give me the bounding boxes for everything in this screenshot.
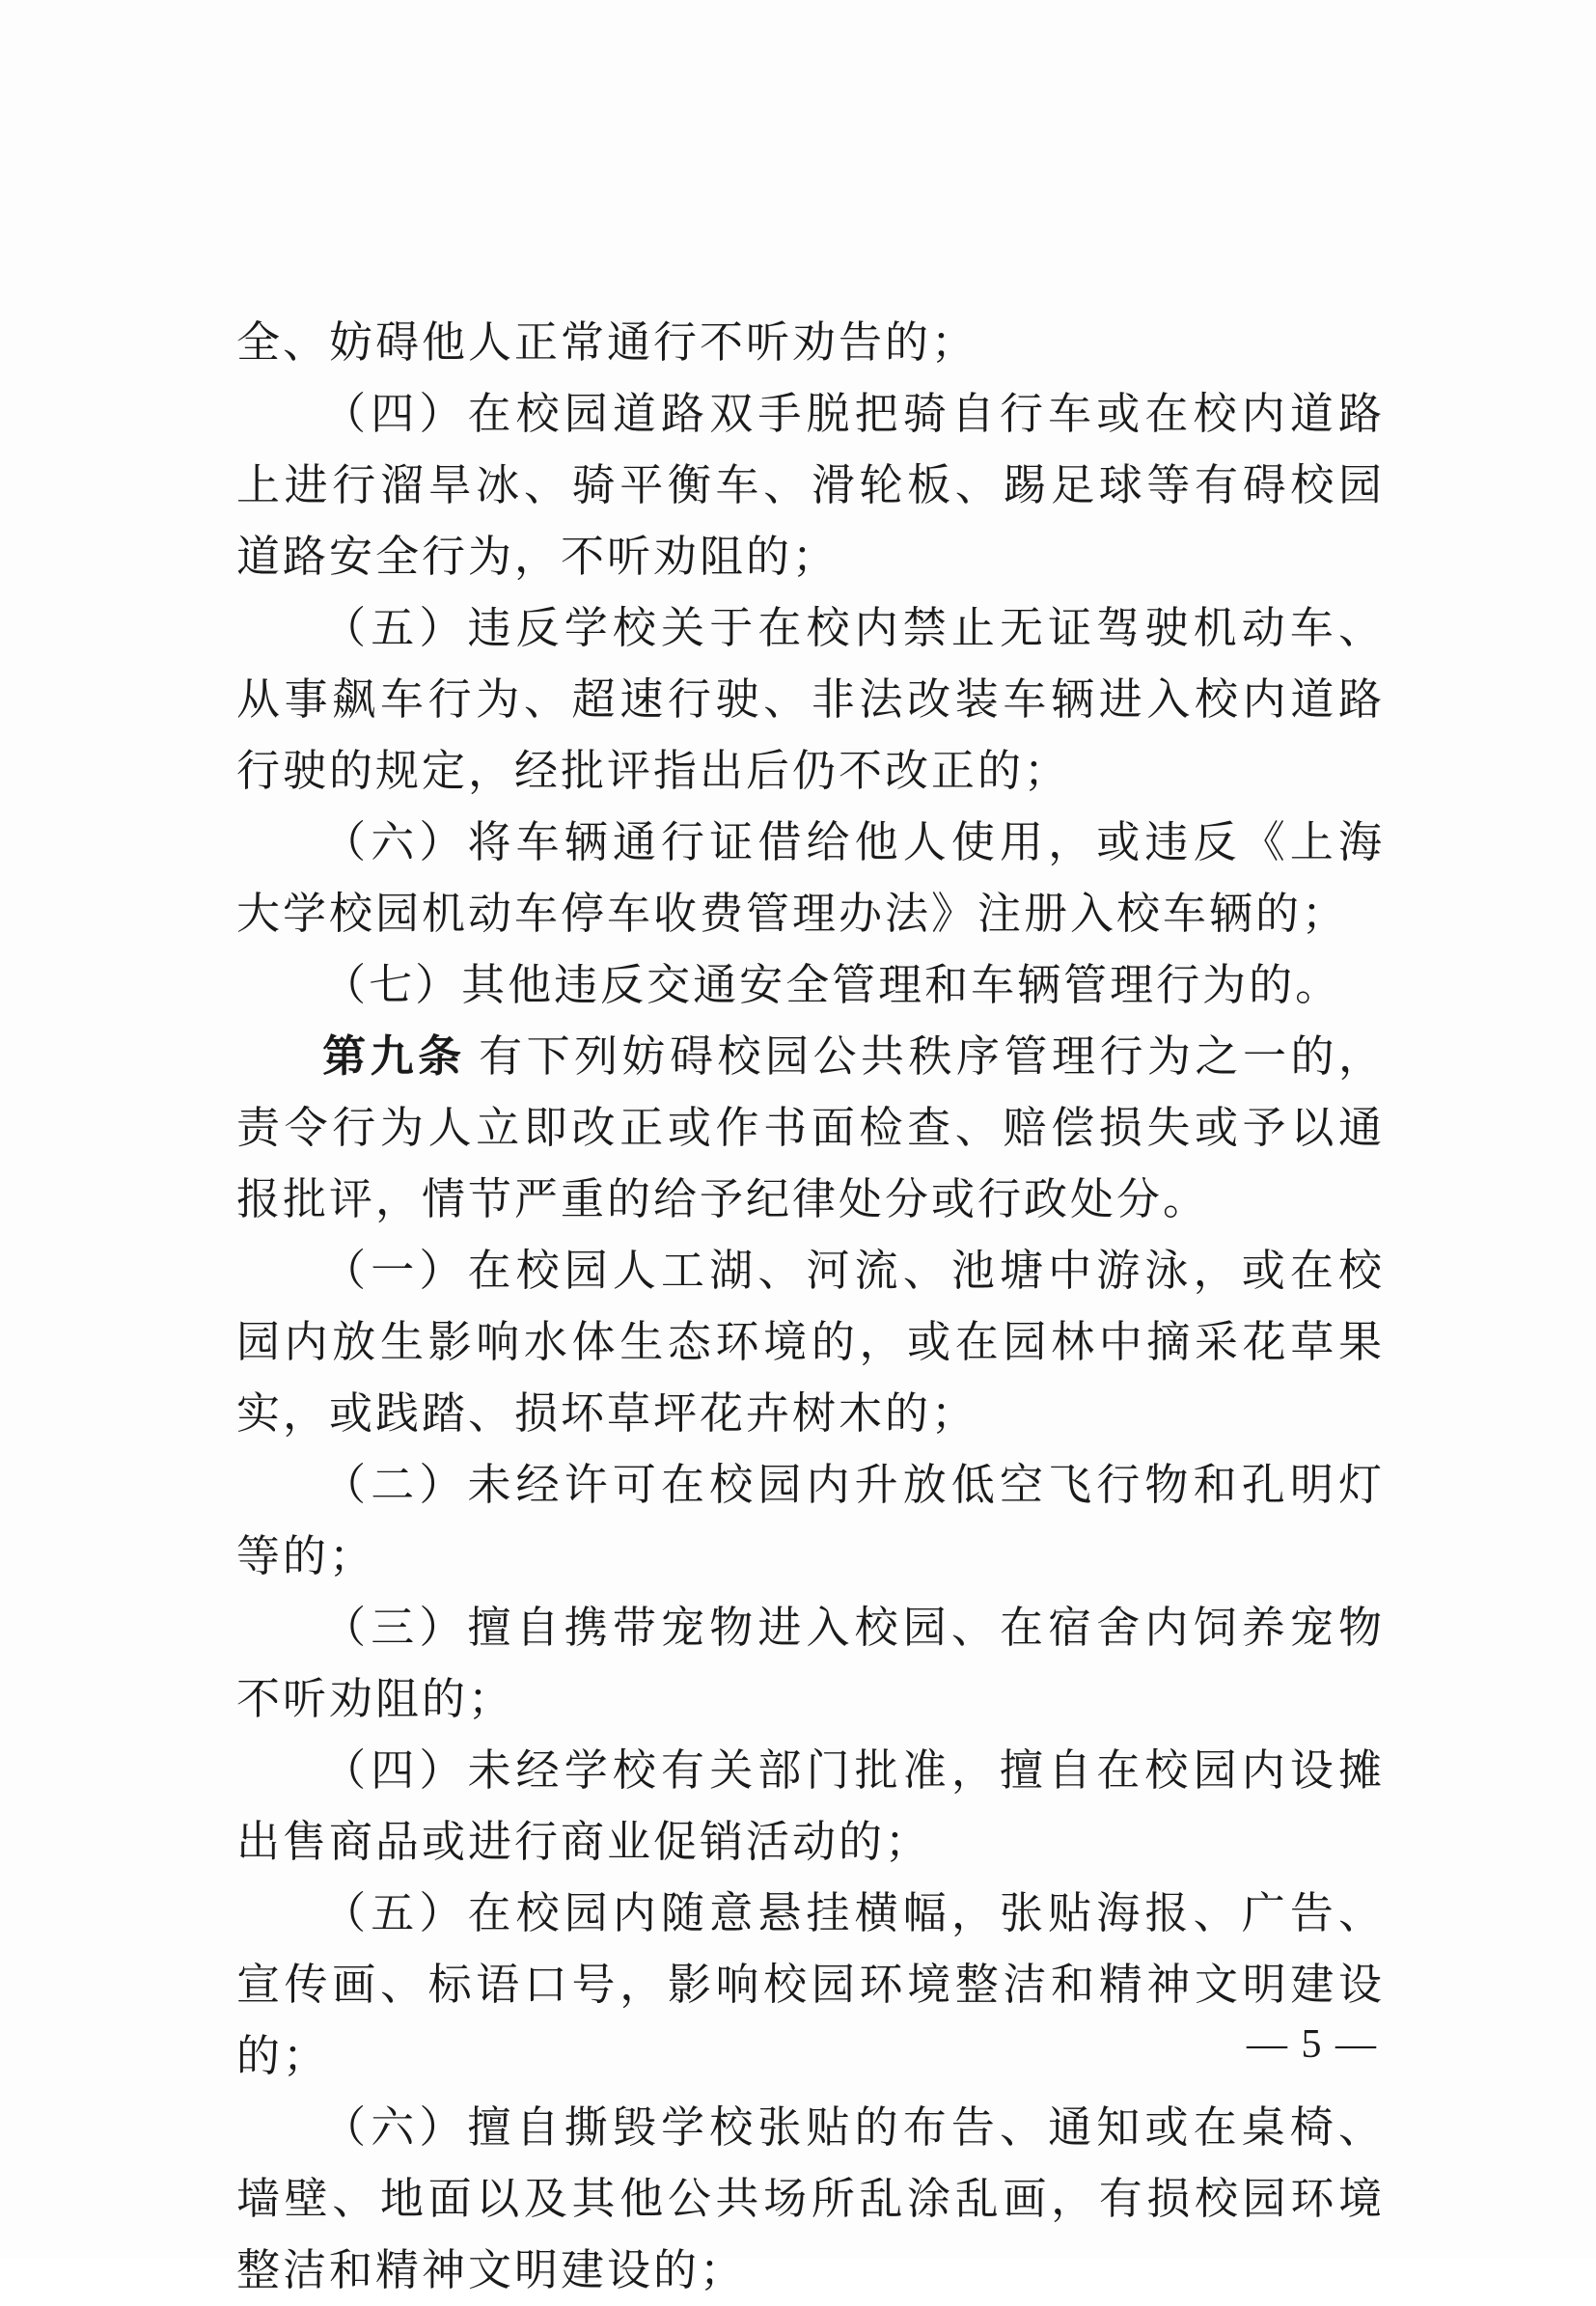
paragraph-text: （七）其他违反交通安全管理和车辆管理行为的。 xyxy=(322,959,1342,1010)
paragraph xyxy=(236,1235,1385,1449)
paragraph-text: （二）未经许可在校园内升放低空飞行物和孔明灯等的； xyxy=(236,1459,1385,1581)
paragraph-text: （四）在校园道路双手脱把骑自行车或在校内道路上进行溜旱冰、骑平衡车、滑轮板、踢足球等有碍校园道路安全行为，不听劝阻的； xyxy=(236,388,1385,582)
paragraph-text: （一）在校园人工湖、河流、池塘中游泳，或在校园内放生影响水体生态环境的，或在园林中摘采花草果实，或践踏、损坏草坪花卉树木的； xyxy=(236,1245,1385,1439)
paragraph xyxy=(236,1592,1385,1735)
paragraph xyxy=(236,378,1385,592)
paragraph xyxy=(236,1878,1385,2092)
paragraph xyxy=(236,592,1385,807)
paragraph-text: 有下列妨碍校园公共秩序管理行为之一的，责令行为人立即改正或作书面检查、赔偿损失或予以通报批评，情节严重的给予纪律处分或行政处分。 xyxy=(236,1030,1385,1224)
article-label: 第九条 xyxy=(322,1030,466,1082)
paragraph-text: （五）在校园内随意悬挂横幅，张贴海报、广告、宣传画、标语口号，影响校园环境整洁和精神文明建设的； xyxy=(236,1887,1385,2081)
paragraph-text: （六）将车辆通行证借给他人使用，或违反《上海大学校园机动车停车收费管理办法》注册入校车辆的； xyxy=(236,816,1385,939)
paragraph xyxy=(236,807,1385,949)
paragraph-text: （五）违反学校关于在校内禁止无证驾驶机动车、从事飙车行为、超速行驶、非法改装车辆进入校内道路行驶的规定，经批评指出后仍不改正的； xyxy=(236,602,1385,796)
paragraph-text: （六）擅自撕毁学校张贴的布告、通知或在桌椅、墙壁、地面以及其他公共场所乱涂乱画，有损校园环境整洁和精神文明建设的； xyxy=(236,2101,1385,2295)
article-nine-paragraph xyxy=(236,1021,1385,1235)
paragraph xyxy=(236,949,1385,1021)
paragraph xyxy=(236,307,1385,378)
paragraph-text: （三）擅自携带宠物进入校园、在宿舍内饲养宠物不听劝阻的； xyxy=(236,1602,1385,1724)
paragraph-text: （四）未经学校有关部门批准，擅自在校园内设摊出售商品或进行商业促销活动的； xyxy=(236,1744,1385,1867)
document-body xyxy=(236,307,1385,2306)
paragraph-text: 全、妨碍他人正常通行不听劝告的； xyxy=(236,316,978,368)
page-number: — 5 — xyxy=(1247,2022,1378,2067)
paragraph xyxy=(236,2092,1385,2306)
paragraph xyxy=(236,1735,1385,1878)
paragraph xyxy=(236,1449,1385,1592)
